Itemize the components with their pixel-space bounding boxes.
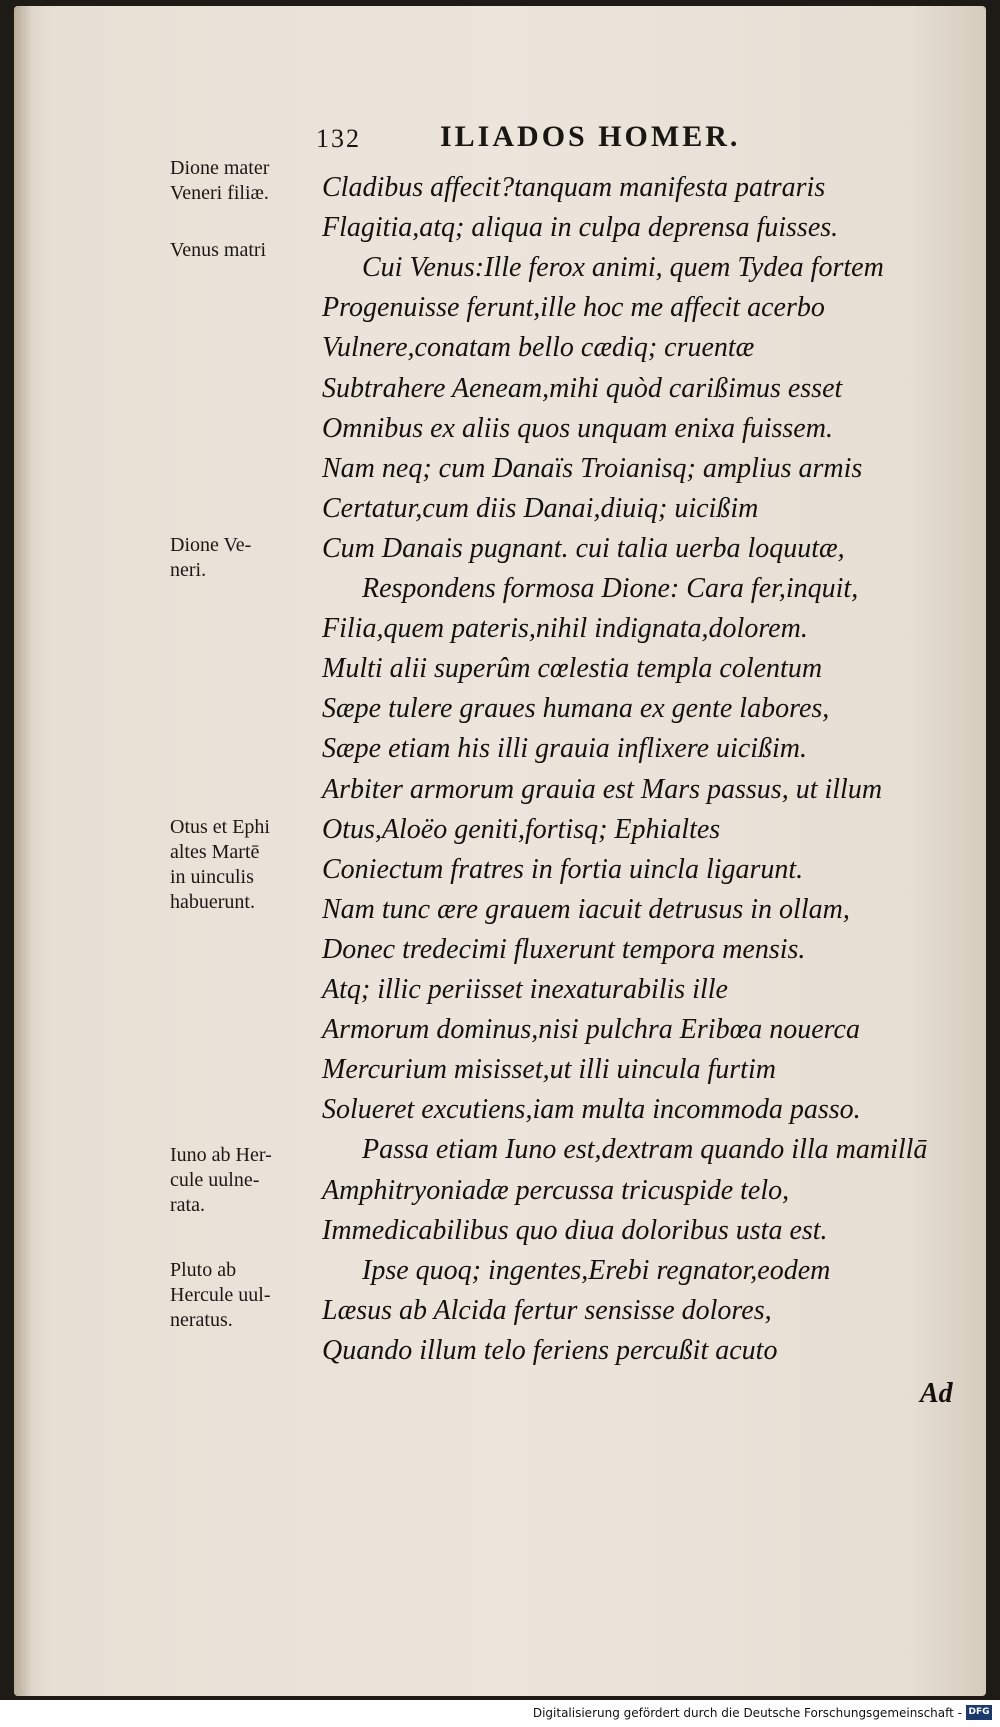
verse-line: Cui Venus:Ille ferox animi, quem Tydea fortem — [362, 252, 884, 283]
verse-line: Respondens formosa Dione: Cara fer,inquit, — [362, 573, 859, 604]
verse-line: Arbiter armorum grauia est Mars passus, ut illum — [322, 774, 883, 805]
verse-line: Coniectum fratres in fortia uincla ligarunt. — [322, 854, 804, 885]
side-note-line: Dione mater — [170, 157, 270, 179]
verse-line: Nam tunc ære grauem iacuit detrusus in ollam, — [322, 894, 850, 925]
verse-line: Vulnere,conatam bello cædiq; cruentæ — [322, 332, 755, 363]
side-note-line: rata. — [170, 1194, 205, 1216]
running-title: ILIADOS HOMER. — [440, 120, 741, 153]
verse-line: Cum Danais pugnant. cui talia uerba loquutæ, — [322, 533, 845, 564]
verse-line: Donec tredecimi fluxerunt tempora mensis. — [322, 934, 806, 965]
footer — [0, 1700, 1000, 1727]
funding-note: Digitalisierung gefördert durch die Deutsche Forschungsgemeinschaft - — [532, 1706, 962, 1720]
side-note-dione-veneri — [170, 533, 310, 583]
verse-line: Subtrahere Aeneam,mihi quòd carißimus esset — [322, 373, 843, 404]
side-note-iuno — [170, 1143, 310, 1218]
verse-line: Atq; illic periisset inexaturabilis ille — [322, 974, 728, 1005]
side-note-line: Iuno ab Her- — [170, 1144, 272, 1166]
verse-line: Sæpe tulere graues humana ex gente labores, — [322, 693, 830, 724]
verse-line: Cladibus affecit?tanquam manifesta patraris — [322, 172, 826, 203]
side-note-line: cule uulne- — [170, 1169, 260, 1191]
verse-line: Ipse quoq; ingentes,Erebi regnator,eodem — [362, 1255, 831, 1286]
catchword: Ad — [920, 1378, 953, 1409]
verse-line: Filia,quem pateris,nihil indignata,dolorem. — [322, 613, 808, 644]
side-note-line: neratus. — [170, 1309, 233, 1331]
verse-line: Læsus ab Alcida fertur sensisse dolores, — [322, 1295, 772, 1326]
verse-line: Solueret excutiens,iam multa incommoda passo. — [322, 1094, 861, 1125]
verse-line: Multi alii superûm cœlestia templa colentum — [322, 653, 823, 684]
side-note-line: altes Martē — [170, 841, 260, 863]
verse-line: Armorum dominus,nisi pulchra Eribœa nouerca — [322, 1014, 860, 1045]
verse-line: Sæpe etiam his illi grauia inflixere uicißim. — [322, 733, 808, 764]
verse-line: Certatur,cum diis Danai,diuiq; uicißim — [322, 493, 759, 524]
dfg-logo: DFG — [966, 1705, 992, 1720]
side-note-otus-ephialtes — [170, 815, 310, 915]
side-note-line: Pluto ab — [170, 1259, 237, 1281]
page-gutter-shadow — [14, 6, 32, 1696]
side-note-line: neri. — [170, 559, 207, 581]
side-note-line: Hercule uul- — [170, 1284, 271, 1306]
verse-line: Amphitryoniadæ percussa tricuspide telo, — [322, 1175, 790, 1206]
side-note-line: Venus matri — [170, 239, 267, 261]
side-note-line: Otus et Ephi — [170, 816, 270, 838]
side-note-line: in uinculis — [170, 866, 254, 888]
verse-line: Otus,Aloëo geniti,fortisq; Ephialtes — [322, 814, 721, 845]
side-note-line: habuerunt. — [170, 891, 255, 913]
verse-line: Quando illum telo feriens percußit acuto — [322, 1335, 778, 1366]
verse-line: Progenuisse ferunt,ille hoc me affecit acerbo — [322, 292, 825, 323]
running-header — [300, 120, 820, 160]
verse-line: Nam neq; cum Danaïs Troianisq; amplius armis — [322, 453, 863, 484]
side-note-line: Veneri filiæ. — [170, 182, 269, 204]
side-note-dione-mater — [170, 156, 310, 206]
verse-line: Flagitia,atq; aliqua in culpa deprensa fuisses. — [322, 212, 839, 243]
page-number: 132 — [316, 124, 361, 153]
side-note-line: Dione Ve- — [170, 534, 252, 556]
verse-line: Omnibus ex aliis quos unquam enixa fuissem. — [322, 413, 833, 444]
side-note-pluto — [170, 1258, 310, 1333]
verse-line: Mercurium misisset,ut illi uincula furtim — [322, 1054, 776, 1085]
verse-line: Passa etiam Iuno est,dextram quando illa mamillā — [362, 1134, 928, 1165]
side-note-venus-matri — [170, 238, 310, 263]
verse-line: Immedicabilibus quo diua doloribus usta est. — [322, 1215, 828, 1246]
